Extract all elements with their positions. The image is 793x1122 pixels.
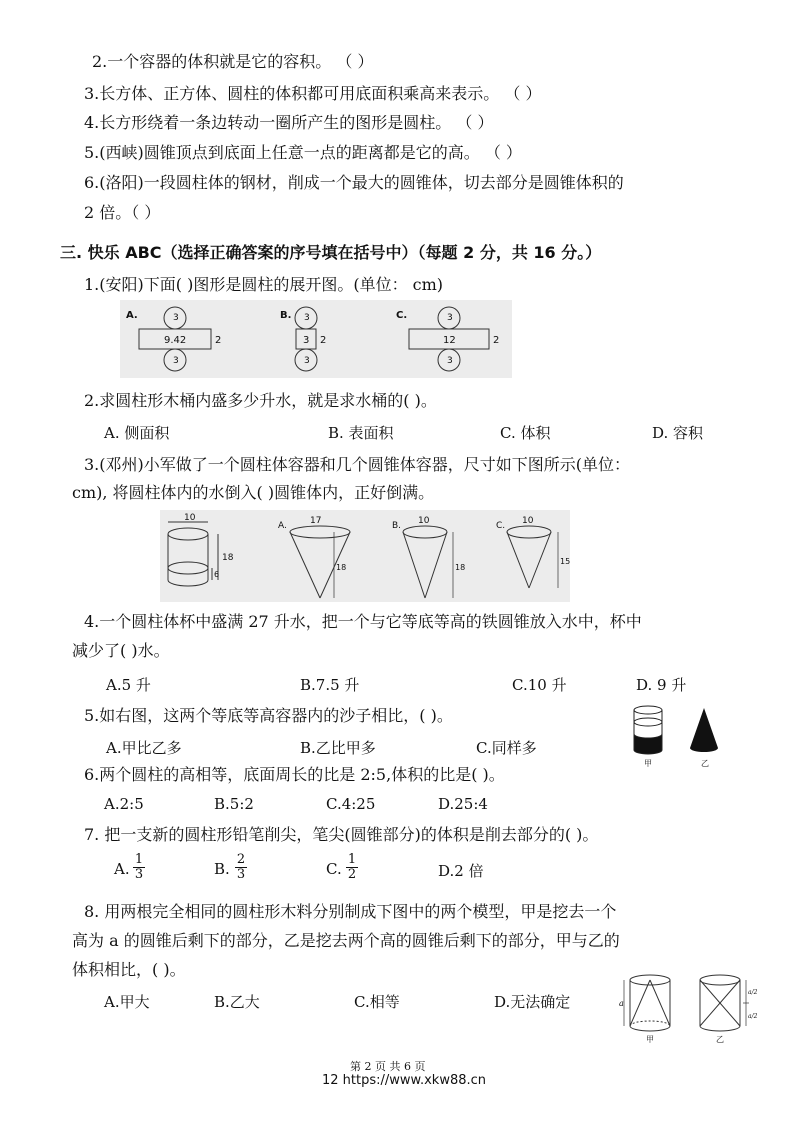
label-jia: 甲 xyxy=(644,759,652,768)
q7-option-a-fraction: $\frac{1}{3}$ xyxy=(134,852,144,882)
q4-stem-line1: 4.一个圆柱体杯中盛满 27 升水，把一个与它等底等高的铁圆锥放入水中，杯中 xyxy=(84,612,642,631)
q8-option-c: C.相等 xyxy=(354,993,400,1011)
q4-option-c: C.10 升 xyxy=(512,676,567,694)
q5-stem: 5.如右图，这两个等底等高容器内的沙子相比，( )。 xyxy=(84,706,453,725)
tf-item-3: 3.长方体、正方体、圆柱的体积都可用底面积乘高来表示。 （ ） xyxy=(84,84,542,103)
q5-option-a: A.甲比乙多 xyxy=(106,739,182,757)
q8-option-b: B.乙大 xyxy=(214,993,260,1011)
q5-sand-figure xyxy=(628,700,738,770)
q7-option-a-label: A. xyxy=(114,860,130,878)
cylinder-container xyxy=(168,513,234,586)
page-footer: 第 2 页 共 6 页 xyxy=(350,1060,426,1073)
tf-item-5: 5.(西峡)圆锥顶点到底面上任意一点的距离都是它的高。 （ ） xyxy=(84,143,522,162)
svg-text:17: 17 xyxy=(310,516,322,526)
q7-option-c-fraction: $\frac{1}{2}$ xyxy=(347,852,357,882)
svg-text:18: 18 xyxy=(455,563,466,572)
q6-option-a: A.2:5 xyxy=(104,795,144,813)
q2-option-a: A. 侧面积 xyxy=(104,424,170,442)
svg-text:3: 3 xyxy=(447,356,453,366)
cylinder-jia xyxy=(634,706,662,754)
svg-text:a: a xyxy=(619,999,624,1008)
q8-option-d: D.无法确定 xyxy=(494,993,571,1011)
svg-text:B.: B. xyxy=(392,521,402,531)
q7-option-b-fraction: $\frac{2}{3}$ xyxy=(236,852,246,882)
cone-a xyxy=(278,516,350,598)
svg-text:10: 10 xyxy=(522,516,534,526)
tf-item-6-cont: 2 倍。（ ） xyxy=(84,203,161,222)
svg-text:2: 2 xyxy=(493,335,500,346)
svg-text:18: 18 xyxy=(336,563,347,572)
q2-option-d: D. 容积 xyxy=(652,424,704,442)
svg-text:2: 2 xyxy=(320,335,327,346)
svg-text:a/2: a/2 xyxy=(748,1013,758,1020)
tf-item-4: 4.长方形绕着一条边转动一圈所产生的图形是圆柱。 （ ） xyxy=(84,113,494,132)
q3-stem-line1: 3.(邓州)小军做了一个圆柱体容器和几个圆锥体容器，尺寸如下图所示(单位： xyxy=(84,455,630,474)
svg-text:3: 3 xyxy=(304,313,310,323)
q4-option-b: B.7.5 升 xyxy=(300,676,360,694)
q8-stem-line2: 高为 a 的圆锥后剩下的部分，乙是挖去两个高的圆锥后剩下的部分，甲与乙的 xyxy=(72,931,620,950)
cone-c xyxy=(496,516,570,588)
svg-text:C.: C. xyxy=(396,310,408,321)
svg-text:9.42: 9.42 xyxy=(164,335,187,346)
q1-nets-figure xyxy=(120,300,512,378)
svg-text:C.: C. xyxy=(496,521,506,531)
q5-option-c: C.同样多 xyxy=(476,739,537,757)
q3-stem-line2: cm), 将圆柱体内的水倒入( )圆锥体内，正好倒满。 xyxy=(72,483,435,502)
q4-stem-line2: 减少了( )水。 xyxy=(72,641,170,660)
svg-text:A.: A. xyxy=(126,310,138,321)
svg-text:2: 2 xyxy=(215,335,222,346)
label-yi: 乙 xyxy=(716,1035,724,1044)
svg-text:3: 3 xyxy=(173,356,179,366)
q1-stem: 1.(安阳)下面( )图形是圆柱的展开图。(单位： cm) xyxy=(84,275,444,294)
svg-text:18: 18 xyxy=(222,553,234,563)
cone-yi xyxy=(690,708,718,752)
tf-item-6: 6.(洛阳)一段圆柱体的钢材，削成一个最大的圆锥体，切去部分是圆锥体积的 xyxy=(84,173,624,192)
q2-option-b: B. 表面积 xyxy=(328,424,394,442)
svg-text:3: 3 xyxy=(304,356,310,366)
svg-text:6: 6 xyxy=(214,570,220,579)
watermark-url: 12 https://www.xkw88.cn xyxy=(322,1073,487,1088)
model-yi xyxy=(700,975,758,1044)
q7-stem: 7. 把一支新的圆柱形铅笔削尖，笔尖(圆锥部分)的体积是削去部分的( )。 xyxy=(84,825,599,844)
q3-containers-figure xyxy=(160,510,570,602)
tf-item-2: 2.一个容器的体积就是它的容积。 （ ） xyxy=(92,52,374,71)
q7-option-b-label: B. xyxy=(214,860,230,878)
svg-text:10: 10 xyxy=(184,513,196,523)
q8-stem-line3: 体积相比，( )。 xyxy=(72,960,186,979)
q8-stem-line1: 8. 用两根完全相同的圆柱形木料分别制成下图中的两个模型，甲是挖去一个 xyxy=(84,902,617,921)
q6-option-c: C.4:25 xyxy=(326,795,376,813)
svg-text:15: 15 xyxy=(560,557,570,566)
svg-text:A.: A. xyxy=(278,521,287,531)
svg-text:12: 12 xyxy=(443,335,456,346)
q2-option-c: C. 体积 xyxy=(500,424,551,442)
net-c xyxy=(396,307,499,371)
label-yi: 乙 xyxy=(701,759,709,768)
q7-option-d: D.2 倍 xyxy=(438,862,484,880)
label-jia: 甲 xyxy=(646,1035,654,1044)
q4-option-a: A.5 升 xyxy=(106,676,151,694)
svg-text:3: 3 xyxy=(303,335,310,346)
q6-option-d: D.25:4 xyxy=(438,795,488,813)
svg-text:10: 10 xyxy=(418,516,430,526)
q6-stem: 6.两个圆柱的高相等，底面周长的比是 2:5,体积的比是( )。 xyxy=(84,765,505,784)
net-a xyxy=(126,307,221,371)
svg-text:B.: B. xyxy=(280,310,292,321)
q8-option-a: A.甲大 xyxy=(104,993,150,1011)
model-jia xyxy=(619,975,670,1044)
q6-option-b: B.5:2 xyxy=(214,795,254,813)
q7-option-c-label: C. xyxy=(326,860,342,878)
svg-text:3: 3 xyxy=(173,313,179,323)
section-3-title: 三. 快乐 ABC（选择正确答案的序号填在括号中）（每题 2 分，共 16 分。） xyxy=(60,243,602,262)
net-b xyxy=(280,307,326,371)
cone-b xyxy=(392,516,465,598)
q2-stem: 2.求圆柱形木桶内盛多少升水，就是求水桶的( )。 xyxy=(84,391,437,410)
q5-option-b: B.乙比甲多 xyxy=(300,739,376,757)
q8-models-figure xyxy=(618,972,758,1048)
svg-text:3: 3 xyxy=(447,313,453,323)
q4-option-d: D. 9 升 xyxy=(636,676,687,694)
svg-text:a/2: a/2 xyxy=(748,989,758,996)
